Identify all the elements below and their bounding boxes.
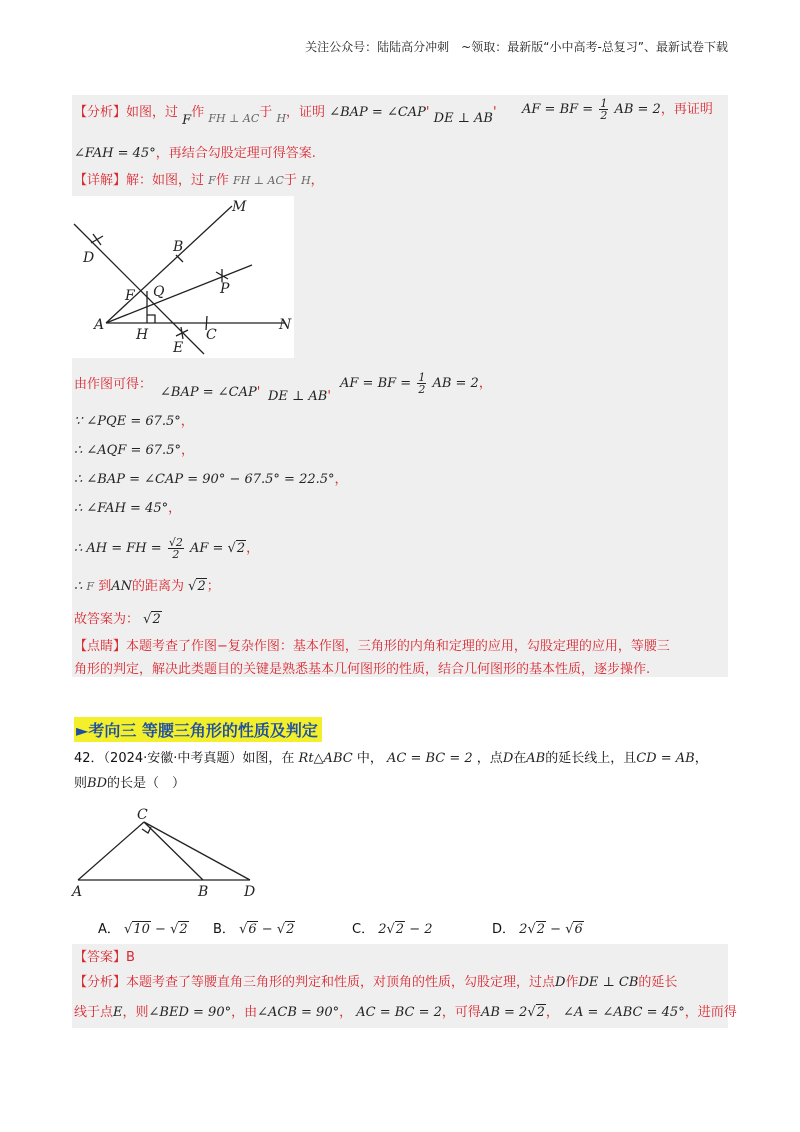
question-line-2: 则BD的长是（ ） xyxy=(74,776,186,791)
fig1-label-A: A xyxy=(94,317,105,333)
comment-line-1: 【点睛】本题考查了作图−复杂作图：基本作图，三角形的内角和定理的应用，勾股定理的应用，等腰三 xyxy=(74,639,670,654)
fig1-label-B: B xyxy=(173,239,184,255)
analysis2-line-1: 【分析】本题考查了等腰直角三角形的判定和性质，对顶角的性质，勾股定理，过点D作DE ⊥ CB的延长 xyxy=(74,975,678,990)
analysis2-line-2: 线于点E，则∠BED = 90°，由∠ACB = 90°， AC = BC = 2，可得AB = 2√2， ∠A = ∠ABC = 45°，进而得 xyxy=(74,1005,737,1020)
comment-label: 【点睛】 xyxy=(74,639,127,654)
step-3: ∴ ∠AQF = 67.5°， xyxy=(74,443,194,458)
option-b[interactable]: B． √6 − √2 xyxy=(213,922,295,937)
fig1-label-N: N xyxy=(279,317,292,333)
page-header: 关注公众号：陆陆高分冲刺 ~领取：最新版“小中高考-总复习”、最新试卷下载 xyxy=(305,40,728,54)
fig2-label-B: B xyxy=(198,884,209,900)
comment-line-2: 角形的判定，解决此类题目的关键是熟悉基本几何图形的性质，结合几何图形的基本性质，逐步操作. xyxy=(74,662,651,677)
step-2: ∵ ∠PQE = 67.5°， xyxy=(74,414,194,429)
fig1-label-C: C xyxy=(206,327,217,343)
analysis-line-2: ∠FAH = 45°，再结合勾股定理可得答案. xyxy=(74,146,316,161)
fig1-label-M: M xyxy=(232,199,247,215)
analysis2-label: 【分析】 xyxy=(74,975,127,990)
analysis-label: 【分析】 xyxy=(74,105,127,120)
step-7: ∴ F 到AN的距离为 √2； xyxy=(74,579,220,594)
construction-figure xyxy=(72,196,294,358)
fig1-label-F: F xyxy=(125,288,135,304)
fig1-label-D: D xyxy=(83,250,95,266)
step-1: 由作图可得： xyxy=(74,377,153,392)
fig1-label-P: P xyxy=(220,281,230,297)
answer-value: B xyxy=(126,950,135,965)
step-1-math: ∠BAP = ∠CAP' xyxy=(160,385,261,400)
step-6: ∴ AH = FH = $\frac{√2}{2}$ AF = √2， xyxy=(74,536,260,561)
triangle-figure xyxy=(70,800,270,900)
fig2-label-C: C xyxy=(137,807,148,823)
detail-label: 【详解】 xyxy=(74,173,127,188)
fig1-label-Q: Q xyxy=(153,284,165,300)
arrow-icon: ► xyxy=(76,721,89,740)
option-d[interactable]: D． 2√2 − √6 xyxy=(492,922,583,937)
analysis-line-1: 【分析】如图，过 F作 $_{FH \perp AC}$于 $_H$，证明 ∠BAP = ∠CAP' DE ⊥ AB' xyxy=(74,105,497,128)
fig2-label-A: A xyxy=(72,884,83,900)
detail-line: 【详解】解：如图，过 F作 FH ⊥ AC于 H， xyxy=(74,173,324,188)
section-heading: ►考向三 等腰三角形的性质及判定 xyxy=(74,717,322,742)
step-5: ∴ ∠FAH = 45°， xyxy=(74,501,182,516)
step-4: ∴ ∠BAP = ∠CAP = 90° − 67.5° = 22.5°， xyxy=(74,472,348,487)
fig1-label-H: H xyxy=(136,327,149,343)
fig1-label-E: E xyxy=(173,340,184,356)
step-1-math-b: DE ⊥ AB' xyxy=(268,389,331,404)
question-line-1: 42．（2024·安徽·中考真题）如图，在 Rt△ABC 中， AC = BC = 2 ，点D在AB的延长线上，且CD = AB， xyxy=(74,751,708,766)
option-a[interactable]: A． √10 − √2 xyxy=(98,922,188,937)
analysis-line-1b: AF = BF = $\frac{1}{2}$ AB = 2，再证明 xyxy=(522,97,713,122)
answer-label: 【答案】 xyxy=(74,950,127,965)
fig2-label-D: D xyxy=(244,884,256,900)
step-8: 故答案为： √2 xyxy=(74,612,161,627)
step-1-math-c: AF = BF = $\frac{1}{2}$ AB = 2， xyxy=(340,371,492,396)
option-c[interactable]: C． 2√2 − 2 xyxy=(352,922,433,937)
answer-line xyxy=(74,949,135,967)
